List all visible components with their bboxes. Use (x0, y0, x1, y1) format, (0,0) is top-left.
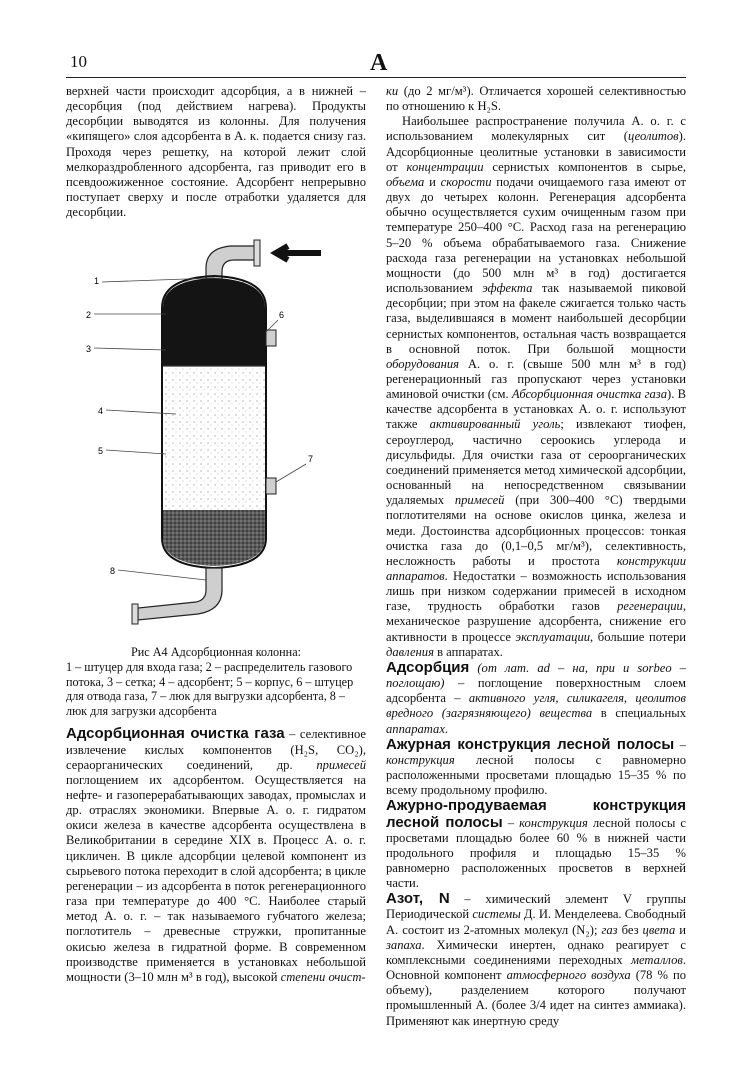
entry-nitrogen: Азот, N – химический элемент V группы Периодической системы Д. И. Менделеева. Свободный А. состоит из 2-атомных молекул (N₂); газ без цвета и запаха. Химически инертен, однако реагирует с комплексными соединениями переходных металлов. Основной компонент атмосферного воздуха (78 % по объему), разделением которого получают промышленный А. (более 3/4 идет на синтез аммиака). Применяют как инертную среду (386, 890, 687, 1028)
entry-text: (до 2 мг/м³). Отличается хорошей селективностью по отношению к H₂S. (386, 84, 686, 114)
entry-text: поглощением их адсорбентом. Осуществляется на нефте- и газоперерабатывающих заводах, промыслах и др. отраслях экономики. Впервые А. о. г. гидратом окиси железа в качестве адсорбента осуществлена в Великобритании в середине XIX в. Процесс А. о. г. цикличен. В цикле адсорбции целевой компонент из сырьевого потока переходит в слой адсорбента; в цикле регенерации – из адсорбента в поток регенерационного газа при температуре до 400 °С. Наиболее старый метод А. о. г. – так называемого губчатого железа; поглотитель – древесные стружки, пропитанные окисью железа в гидратной форме. В современном производстве применяется в установках небольшой мощности (3–10 млн м³ в год), высокой (66, 772, 366, 984)
entry-head: Ажурно-продуваемая конструкция лесной полосы (386, 797, 686, 831)
entry-head: Азот, N (386, 890, 450, 908)
page-number: 10 (70, 52, 87, 71)
entry-term: ки (386, 84, 399, 98)
entry-term: примесей (316, 757, 366, 772)
unload-hatch-icon (266, 478, 276, 494)
entry-head: Адсорбция (386, 658, 470, 676)
figure-label-1: 1 (94, 276, 100, 287)
figure-label-5: 5 (98, 446, 104, 457)
outlet-nozzle-icon (266, 330, 276, 346)
left-column (66, 84, 366, 985)
figure-caption-text: 1 – штуцер для входа газа; 2 – распределитель газового потока, 3 – сетка; 4 – адсорбент; 5 – корпус, 6 – штуцер для отвода газа, 7 – люк для выгрузки адсорбента, 8 – люк для загрузки адсорбента (66, 660, 354, 718)
entry-text: – селективное извлечение кислых компонентов (H₂S, CO₂), сераорганических соединений, др. (66, 727, 366, 772)
figure-caption (66, 645, 366, 718)
header-rule (66, 77, 686, 78)
distributor-zone-icon (163, 278, 265, 366)
figure-label-8: 8 (110, 566, 116, 577)
figure-label-7: 7 (308, 454, 314, 465)
adsorption-column-drawing (66, 238, 366, 643)
zeolite-paragraph: Наибольшее распространение получила А. о. г. с использованием молекулярных сит (цеолитов). Адсорбционные цеолитные установки в зависимости от концентрации сернистых компонентов в сырье, объема и скорости подачи очищаемого газа имеют от двух до четырех колонн. Регенерация адсорбента обычно осуществляется сухим очищенным газом при температуре 250–400 °С. Расход газа на регенерацию 5–20 % объема обрабатываемого газа. Снижение расхода газа регенерации на установках небольшой мощности (до 500 млн м³ в год) достигается использованием эффекта так называемой пиковой десорбции; при этом на факеле сжигается только часть газа, выделившаяся в момент наибольшей десорбции сернистых компонентов, остальная часть возвращается в основной поток. При большой мощности оборудования А. о. г. (свыше 500 млн м³ в год) регенерационный газ пропускают через установки аминовой очистки (см. Абсорбционная очистка газа). В качестве адсорбента в установках А. о. г. используют также активированный уголь; извлекают тиофен, сероуглерод, частично сероокись углерода и дисульфиды. Для очистки газа от сероорганических соединений применяется метод химической адсорбции, основанный на непосредственном связывании удаляемых примесей (при 300–400 °С) твердыми поглотителями на основе окислов цинка, железа и меди. Достоинства адсорбционных процессов: тонкая очистка газа до (0,1–0,5 мг/м³), селективность, несложность работы и простота конструкции аппаратов. Недостатки – возможность использования лишь при низком содержании примесей в исходном газе, трудность обработки газов регенерации, механическое разрушение адсорбента, снижение его активности в процессе эксплуатации, большие потери давления в аппаратах. (386, 114, 687, 659)
figure-label-4: 4 (98, 406, 104, 417)
continuation-paragraph (386, 84, 686, 114)
adsorbent-bottom-icon (163, 510, 265, 566)
bottom-pipe-icon (138, 568, 222, 620)
figure-label-2: 2 (86, 310, 92, 321)
section-letter: А (370, 50, 388, 76)
entry-head: Ажурная конструкция лесной полосы (386, 735, 675, 753)
entry-openwork-structure: Ажурная конструкция лесной полосы – конструкция лесной полосы с равномерно расположенными просветами площадью 15–35 % по всему продольному профилю. (386, 735, 686, 798)
gas-flow-arrow-icon (276, 246, 321, 260)
entry-term: степени очист- (280, 969, 366, 984)
entry-openwork-blown-structure: Ажурно-продуваемая конструкция лесной полосы – конструкция лесной полосы с просветами площадью более 60 % в нижней части продольного профиля и площадью 15–35 % равномерно расположенных просветов в верхней части. (386, 797, 686, 891)
figure-label-6: 6 (279, 310, 285, 321)
adsorption-column-figure (66, 238, 366, 643)
figure-label-3: 3 (86, 344, 92, 355)
intro-paragraph: верхней части происходит адсорбция, а в нижней – десорбция (под действием нагрева). Продукты десорбции выводятся из колонны. Для получения «кипящего» слоя адсорбента в А. к. подается снизу газ. Проходя через решетку, на которой лежит слой мелкораздробленного адсорбента, газ приводит его в псевдоожиженное состояние. Адсорбент непрерывно поступает сверху и после отработки удаляется для десорбции. (66, 84, 366, 220)
entry-head: Адсорбционная очистка газа (66, 725, 285, 743)
entry-adsorption-gas-cleaning (66, 726, 366, 985)
figure-caption-title: Рис А4 Адсорбционная колонна: (131, 645, 301, 660)
entry-adsorption: Адсорбция (от лат. ad – на, при и sorbeo – поглощаю) – поглощение поверхностным слоем адсорбента – активного угля, силикагеля, цеолитов вредного (загрязняющего) вещества в специальных аппаратах. (386, 658, 687, 736)
right-column (386, 84, 686, 1029)
